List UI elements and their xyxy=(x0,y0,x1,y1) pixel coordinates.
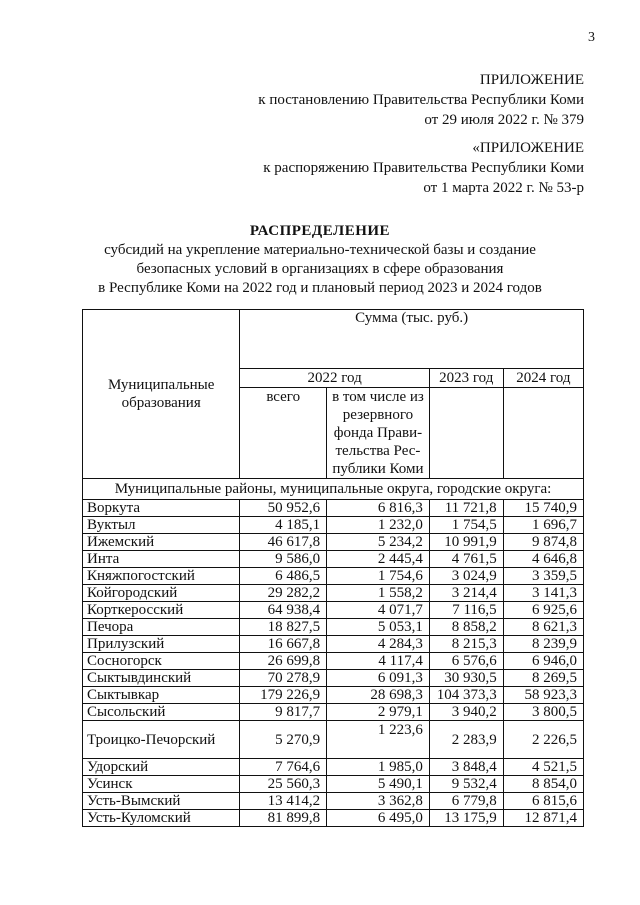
row-value-cell: 11 721,8 xyxy=(429,500,503,517)
row-value-cell: 9 874,8 xyxy=(503,534,583,551)
document-subtitle-line3: в Республике Коми на 2022 год и плановый период 2023 и 2024 годов xyxy=(98,280,542,296)
row-value-cell: 28 698,3 xyxy=(327,687,430,704)
row-value-cell: 3 141,3 xyxy=(503,585,583,602)
row-value-cell: 18 827,5 xyxy=(240,619,327,636)
page-number: 3 xyxy=(588,30,595,45)
header-year-2022: 2022 год xyxy=(240,369,429,388)
header-empty-2023 xyxy=(429,388,503,479)
row-value-cell: 3 214,4 xyxy=(429,585,503,602)
row-value-cell: 2 979,1 xyxy=(327,704,430,721)
row-municipality-name: Корткеросский xyxy=(83,602,240,619)
row-municipality-name: Ижемский xyxy=(83,534,240,551)
appendix-main-line1: к постановлению Правительства Республики Коми xyxy=(258,92,584,108)
header-reserve-fund: в том числе из резервного фонда Прави-тельства Рес-публики Коми xyxy=(327,388,430,479)
row-value-cell: 6 091,3 xyxy=(327,670,430,687)
row-value-cell: 1 558,2 xyxy=(327,585,430,602)
row-municipality-name: Прилузский xyxy=(83,636,240,653)
row-value-cell: 8 239,9 xyxy=(503,636,583,653)
appendix-previous xyxy=(263,138,584,198)
row-municipality-name: Княжпогостский xyxy=(83,568,240,585)
table-row xyxy=(83,670,584,687)
row-value-cell: 13 175,9 xyxy=(429,810,503,827)
table-row xyxy=(83,687,584,704)
row-value-cell: 15 740,9 xyxy=(503,500,583,517)
row-value-cell: 29 282,2 xyxy=(240,585,327,602)
row-municipality-name: Удорский xyxy=(83,759,240,776)
row-municipality-name: Вуктыл xyxy=(83,517,240,534)
row-municipality-name: Усть-Куломский xyxy=(83,810,240,827)
table-row xyxy=(83,517,584,534)
row-value-cell: 9 817,7 xyxy=(240,704,327,721)
row-value-cell: 2 445,4 xyxy=(327,551,430,568)
row-value-cell: 30 930,5 xyxy=(429,670,503,687)
row-municipality-name: Сыктывкар xyxy=(83,687,240,704)
row-value-cell: 3 800,5 xyxy=(503,704,583,721)
row-value-cell: 3 848,4 xyxy=(429,759,503,776)
table-row xyxy=(83,721,584,759)
header-empty-2024 xyxy=(503,388,583,479)
row-value-cell: 5 270,9 xyxy=(240,721,327,759)
section-heading: Муниципальные районы, муниципальные округа, городские округа: xyxy=(83,479,584,500)
header-year-2023: 2023 год xyxy=(429,369,503,388)
appendix-previous-title: «ПРИЛОЖЕНИЕ xyxy=(472,140,584,156)
appendix-main-title: ПРИЛОЖЕНИЕ xyxy=(479,72,584,88)
row-value-cell: 3 359,5 xyxy=(503,568,583,585)
row-value-cell: 50 952,6 xyxy=(240,500,327,517)
row-value-cell: 6 576,6 xyxy=(429,653,503,670)
header-sum: Сумма (тыс. руб.) xyxy=(240,310,584,369)
row-value-cell: 46 617,8 xyxy=(240,534,327,551)
row-value-cell: 4 185,1 xyxy=(240,517,327,534)
row-value-cell: 81 899,8 xyxy=(240,810,327,827)
row-value-cell: 7 116,5 xyxy=(429,602,503,619)
row-value-cell: 12 871,4 xyxy=(503,810,583,827)
document-subtitle-line2: безопасных условий в организациях в сфере образования xyxy=(136,261,504,277)
row-value-cell: 16 667,8 xyxy=(240,636,327,653)
row-value-cell: 6 815,6 xyxy=(503,793,583,810)
row-municipality-name: Сыктывдинский xyxy=(83,670,240,687)
row-value-cell: 6 946,0 xyxy=(503,653,583,670)
table-row xyxy=(83,568,584,585)
row-value-cell: 6 779,8 xyxy=(429,793,503,810)
row-municipality-name: Троицко-Печорский xyxy=(83,721,240,759)
row-municipality-name: Сосногорск xyxy=(83,653,240,670)
document-heading: РАСПРЕДЕЛЕНИЕ xyxy=(249,223,391,239)
row-value-cell: 70 278,9 xyxy=(240,670,327,687)
row-municipality-name: Койгородский xyxy=(83,585,240,602)
appendix-main-line2: от 29 июля 2022 г. № 379 xyxy=(424,112,584,128)
row-value-cell: 13 414,2 xyxy=(240,793,327,810)
row-value-cell: 6 925,6 xyxy=(503,602,583,619)
row-value-cell: 1 223,6 xyxy=(327,721,430,759)
table-row xyxy=(83,810,584,827)
header-year-2024: 2024 год xyxy=(503,369,583,388)
row-value-cell: 5 234,2 xyxy=(327,534,430,551)
row-value-cell: 8 215,3 xyxy=(429,636,503,653)
table-row xyxy=(83,602,584,619)
header-municipal-entities: Муниципальные образования xyxy=(83,310,240,479)
row-value-cell: 64 938,4 xyxy=(240,602,327,619)
appendix-previous-line2: от 1 марта 2022 г. № 53-р xyxy=(423,180,584,196)
appendix-previous-line1: к распоряжению Правительства Республики Коми xyxy=(263,160,584,176)
row-value-cell: 3 362,8 xyxy=(327,793,430,810)
row-value-cell: 3 940,2 xyxy=(429,704,503,721)
row-value-cell: 4 284,3 xyxy=(327,636,430,653)
row-value-cell: 4 521,5 xyxy=(503,759,583,776)
row-value-cell: 4 761,5 xyxy=(429,551,503,568)
table-row xyxy=(83,793,584,810)
row-municipality-name: Сысольский xyxy=(83,704,240,721)
row-value-cell: 5 490,1 xyxy=(327,776,430,793)
row-value-cell: 1 696,7 xyxy=(503,517,583,534)
row-value-cell: 1 754,5 xyxy=(429,517,503,534)
row-value-cell: 58 923,3 xyxy=(503,687,583,704)
row-value-cell: 1 232,0 xyxy=(327,517,430,534)
header-total: всего xyxy=(240,388,327,479)
row-value-cell: 4 071,7 xyxy=(327,602,430,619)
row-municipality-name: Усть-Вымский xyxy=(83,793,240,810)
table-row xyxy=(83,534,584,551)
row-value-cell: 4 117,4 xyxy=(327,653,430,670)
row-value-cell: 3 024,9 xyxy=(429,568,503,585)
row-value-cell: 8 858,2 xyxy=(429,619,503,636)
row-municipality-name: Инта xyxy=(83,551,240,568)
appendix-main xyxy=(258,70,584,130)
row-value-cell: 6 486,5 xyxy=(240,568,327,585)
row-value-cell: 104 373,3 xyxy=(429,687,503,704)
row-value-cell: 1 754,6 xyxy=(327,568,430,585)
row-value-cell: 25 560,3 xyxy=(240,776,327,793)
row-value-cell: 9 532,4 xyxy=(429,776,503,793)
document-title xyxy=(60,222,580,298)
table-row xyxy=(83,585,584,602)
row-value-cell: 6 816,3 xyxy=(327,500,430,517)
table-row xyxy=(83,551,584,568)
document-subtitle-line1: субсидий на укрепление материально-технической базы и создание xyxy=(104,242,536,258)
distribution-table xyxy=(82,309,584,827)
row-value-cell: 26 699,8 xyxy=(240,653,327,670)
row-value-cell: 2 283,9 xyxy=(429,721,503,759)
row-municipality-name: Усинск xyxy=(83,776,240,793)
row-value-cell: 8 269,5 xyxy=(503,670,583,687)
row-value-cell: 8 621,3 xyxy=(503,619,583,636)
table-row xyxy=(83,776,584,793)
row-value-cell: 8 854,0 xyxy=(503,776,583,793)
row-value-cell: 4 646,8 xyxy=(503,551,583,568)
row-value-cell: 2 226,5 xyxy=(503,721,583,759)
table-row xyxy=(83,704,584,721)
row-value-cell: 7 764,6 xyxy=(240,759,327,776)
row-municipality-name: Воркута xyxy=(83,500,240,517)
row-value-cell: 6 495,0 xyxy=(327,810,430,827)
row-municipality-name: Печора xyxy=(83,619,240,636)
table-row xyxy=(83,619,584,636)
table-row xyxy=(83,759,584,776)
row-value-cell: 5 053,1 xyxy=(327,619,430,636)
row-value-cell: 9 586,0 xyxy=(240,551,327,568)
row-value-cell: 10 991,9 xyxy=(429,534,503,551)
row-value-cell: 1 985,0 xyxy=(327,759,430,776)
row-value-cell: 179 226,9 xyxy=(240,687,327,704)
table-row xyxy=(83,500,584,517)
table-row xyxy=(83,653,584,670)
table-row xyxy=(83,636,584,653)
